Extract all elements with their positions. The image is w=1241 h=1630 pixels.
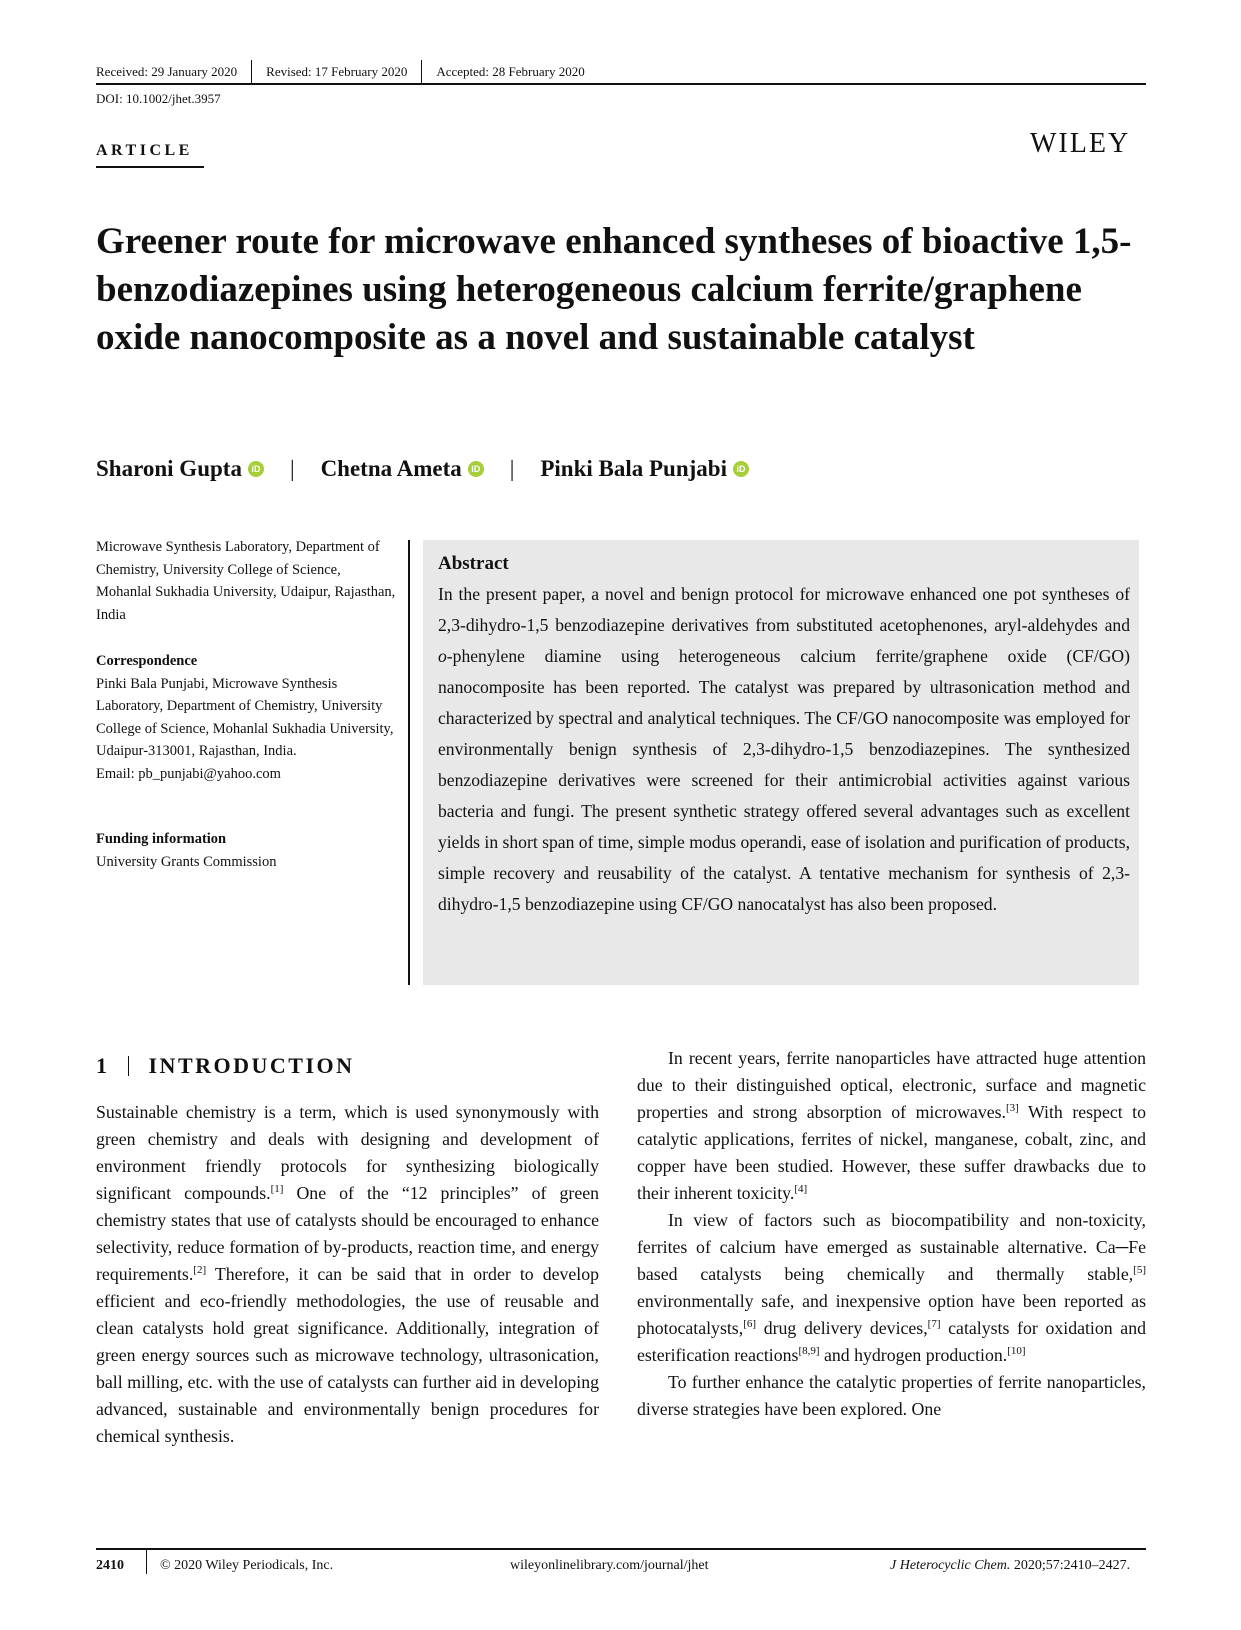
author-name[interactable]: Pinki Bala Punjabi	[540, 456, 727, 481]
received-date: Received: 29 January 2020	[96, 64, 238, 79]
author-name[interactable]: Sharoni Gupta	[96, 456, 242, 481]
footer-divider	[146, 1548, 147, 1574]
citation-ref[interactable]: [1]	[270, 1183, 284, 1196]
section-heading-divider	[128, 1056, 129, 1076]
abstract-heading: Abstract	[438, 553, 509, 574]
funding-text: University Grants Commission	[96, 853, 277, 870]
doi[interactable]: DOI: 10.1002/jhet.3957	[96, 91, 221, 106]
journal-name: J Heterocyclic Chem.	[890, 1558, 1011, 1573]
date-divider	[421, 60, 422, 84]
orcid-icon[interactable]: iD	[733, 461, 749, 477]
citation-ref[interactable]: [7]	[927, 1318, 941, 1331]
footer-rule	[96, 1548, 1146, 1550]
journal-url[interactable]: wileyonlinelibrary.com/journal/jhet	[510, 1558, 709, 1573]
abstract-rule	[408, 540, 410, 985]
citation-ref[interactable]: [8,9]	[798, 1345, 820, 1358]
citation-ref[interactable]: [4]	[794, 1183, 808, 1196]
citation-ref[interactable]: [3]	[1005, 1102, 1019, 1115]
author-separator: |	[289, 456, 295, 481]
citation-ref[interactable]: [6]	[743, 1318, 757, 1331]
author-name[interactable]: Chetna Ameta	[320, 456, 462, 481]
funding-heading: Funding information	[96, 831, 227, 847]
abstract	[438, 548, 1130, 920]
copyright: © 2020 Wiley Periodicals, Inc.	[160, 1558, 334, 1573]
correspondence-email[interactable]: Email: pb_punjabi@yahoo.com	[96, 765, 281, 782]
publisher-logo: WILEY	[1030, 128, 1131, 159]
header-rule	[96, 83, 1146, 85]
article-type-label: ARTICLE	[96, 142, 193, 159]
correspondence-heading: Correspondence	[96, 653, 198, 669]
revised-date: Revised: 17 February 2020	[266, 64, 408, 79]
abstract-text: In the present paper, a novel and benign protocol for microwave enhanced one pot syntheses of 2,3-dihydro-1,5 benzodiazepine derivatives from substituted acetophenones, aryl-aldehydes and o-phenylene diamine using heterogeneous calcium ferrite/graphene oxide (CF/GO) nanocomposite has been reported. The catalyst was prepared by ultrasonication method and characterized by spectral and analytical techniques. The CF/GO nanocomposite was employed for environmentally benign synthesis of 2,3-dihydro-1,5 benzodiazepines. The synthesized benzodiazepine derivatives were screened for their antimicrobial activities against various bacteria and fungi. The present synthetic strategy offered several advantages such as excellent yields in short span of time, simple modus operandi, ease of isolation and purification of products, simple recovery and reusability of the catalyst. A tentative mechanism for synthesis of 2,3-dihydro-1,5 benzodiazepine using CF/GO nanocatalyst has also been proposed.	[438, 584, 1130, 914]
author-list	[96, 456, 749, 482]
intro-left-column	[96, 1099, 599, 1450]
orcid-icon[interactable]: iD	[248, 461, 264, 477]
article-type-underline	[96, 166, 204, 168]
orcid-icon[interactable]: iD	[468, 461, 484, 477]
intro-paragraph: To further enhance the catalytic properties of ferrite nanoparticles, diverse strategies have been explored. One	[637, 1372, 1146, 1419]
section-number: 1	[96, 1053, 110, 1078]
citation-ref[interactable]: [10]	[1007, 1345, 1026, 1358]
citation-ref[interactable]: [5]	[1133, 1264, 1146, 1277]
funding-block	[96, 828, 396, 873]
intro-right-column	[637, 1045, 1146, 1423]
accepted-date: Accepted: 28 February 2020	[436, 64, 585, 79]
citation-info	[890, 1558, 1130, 1574]
correspondence-text: Pinki Bala Punjabi, Microwave Synthesis Laboratory, Department of Chemistry, University College of Science, Mohanlal Sukhadia University, Udaipur-313001, Rajasthan, India.	[96, 675, 394, 759]
citation-ref[interactable]: [2]	[193, 1264, 207, 1277]
date-divider	[251, 60, 252, 84]
paper-title: Greener route for microwave enhanced syntheses of bioactive 1,5-benzodiazepines using heterogeneous calcium ferrite/graphene oxide nanocomposite as a novel and sustainable catalyst	[96, 221, 1132, 358]
section-title: INTRODUCTION	[148, 1053, 355, 1078]
intro-paragraph: In recent years, ferrite nanoparticles have attracted huge attention due to their distinguished optical, electronic, surface and magnetic properties and strong absorption of microwaves.[3] With respect to catalytic applications, ferrites of nickel, manganese, cobalt, zinc, and copper have been studied. However, these suffer drawbacks due to their inherent toxicity.[4]	[637, 1048, 1146, 1203]
intro-paragraph: In view of factors such as biocompatibility and non-toxicity, ferrites of calcium have emerged as sustainable alternative. Ca─Fe based catalysts being chemically and thermally stable,[5] environmentally safe, and inexpensive option have been reported as photocatalysts,[6] drug delivery devices,[7] catalysts for oxidation and esterification reactions[8,9] and hydrogen production.[10]	[637, 1210, 1146, 1365]
section-heading-introduction	[96, 1053, 355, 1079]
article-dates	[96, 60, 585, 84]
intro-paragraph: Sustainable chemistry is a term, which is used synonymously with green chemistry and deals with designing and development of environment friendly protocols for synthesizing biologically significant compounds.[1] One of the “12 principles” of green chemistry states that use of catalysts should be encouraged to enhance selectivity, reduce formation of by-products, reaction time, and energy requirements.[2] Therefore, it can be said that in order to develop efficient and eco-friendly methodologies, the use of reusable and clean catalysts hold great significance. Additionally, integration of green energy sources such as microwave technology, ultrasonication, ball milling, etc. with the use of catalysts can further aid in developing advanced, sustainable and environmentally benign procedures for chemical synthesis.	[96, 1102, 599, 1446]
citation-volume: 2020;57:2410–2427.	[1010, 1558, 1131, 1573]
affiliation: Microwave Synthesis Laboratory, Department of Chemistry, University College of Science, Mohanlal Sukhadia University, Udaipur, Rajasthan, India	[96, 539, 396, 623]
author-separator: |	[509, 456, 515, 481]
page-number: 2410	[96, 1558, 124, 1573]
correspondence-block	[96, 650, 396, 785]
